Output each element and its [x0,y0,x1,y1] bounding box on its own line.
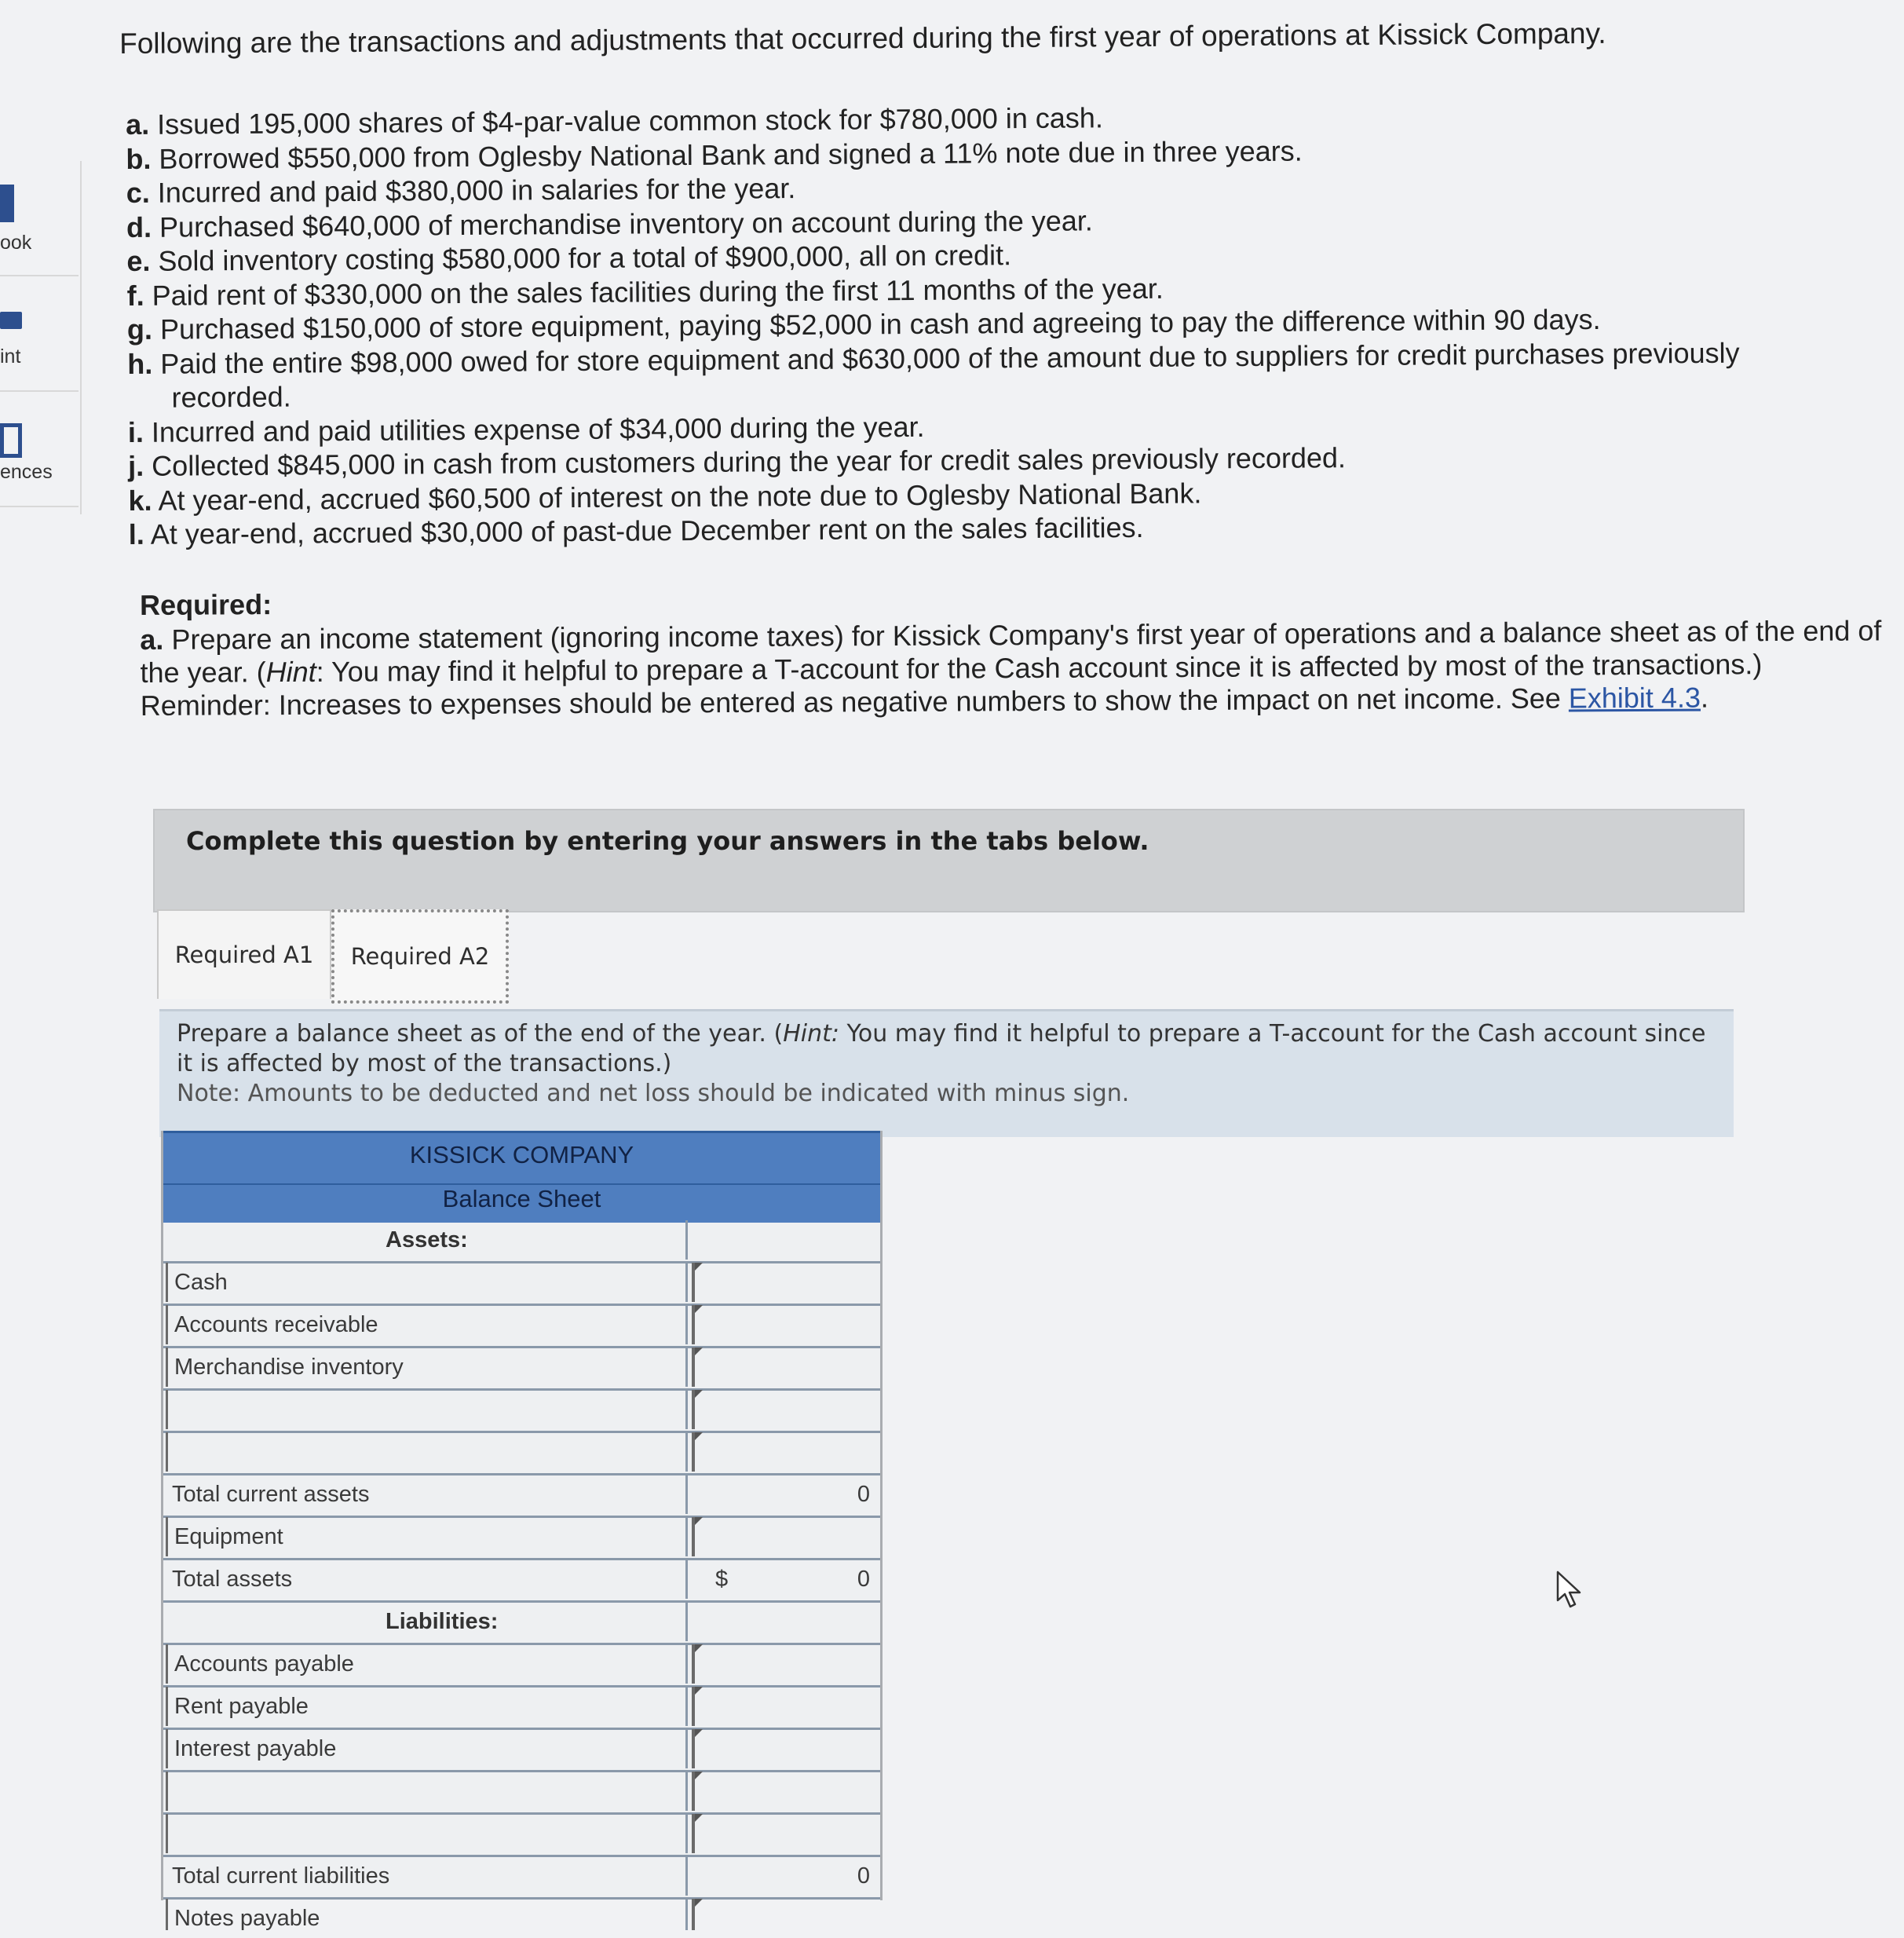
table-row [163,1390,880,1433]
tab-instruction: Prepare a balance sheet as of the end of the year. (Hint: You may find it helpful to prepare a T-account for the Cash account since it is affected by most of the transactions.) Note: Amounts to be deducted and net loss should be indicated with minus sign. [159,1009,1734,1137]
empty-liability-input-1[interactable] [692,1772,876,1811]
interest-payable-label[interactable]: Interest payable [166,1729,688,1768]
table-row [163,1475,880,1518]
total-current-assets-label: Total current assets [166,1475,688,1514]
accounts-payable-label[interactable]: Accounts payable [166,1644,688,1684]
cash-label[interactable]: Cash [166,1263,688,1302]
list-item: b. Borrowed $550,000 from Oglesby National Bank and signed a 11% note due in three years. [126,134,1303,175]
total-assets-value: $ 0 [692,1560,876,1599]
required-heading: Required: [140,588,272,621]
list-item: k. At year-end, accrued $60,500 of interest on the note due to Oglesby National Bank. [128,476,1202,517]
list-item: j. Collected $845,000 in cash from customers during the year for credit sales previously recorded. [128,441,1347,482]
equipment-amount-input[interactable] [692,1517,876,1556]
balance-sheet-header [163,1131,880,1223]
list-item: f. Paid rent of $330,000 on the sales facilities during the first 11 months of the year. [126,272,1164,312]
list-item: h. Paid the entire $98,000 owed for store equipment and $630,000 of the amount due to suppliers for credit purchases previously recorded. [127,336,1740,414]
table-row [163,1644,880,1688]
merchandise-inventory-amount-input[interactable] [692,1347,876,1387]
table-row [163,1432,880,1475]
balance-sheet-table [161,1131,883,1931]
tab-required-a2[interactable]: Required A2 [331,909,509,1004]
empty-amount-input-2[interactable] [692,1432,876,1472]
list-item: i. Incurred and paid utilities expense of $34,000 during the year. [127,410,925,448]
sidebar-item-ebook[interactable] [0,161,79,276]
liabilities-header: Liabilities: [166,1602,688,1641]
list-item: l. At year-end, accrued $30,000 of past-due December rent on the sales facilities. [128,510,1144,550]
company-name: KISSICK COMPANY [409,1141,634,1168]
table-row [163,1814,880,1857]
table-row [163,1729,880,1772]
table-cell [692,1602,876,1641]
table-cell [692,1220,876,1260]
rent-payable-label[interactable]: Rent payable [166,1687,688,1726]
accounts-payable-amount-input[interactable] [692,1644,876,1684]
table-row [163,1517,880,1560]
currency-symbol: $ [715,1567,729,1592]
list-item: e. Sold inventory costing $580,000 for a total of $900,000, all on credit. [126,239,1012,277]
empty-liability-label-2[interactable] [166,1814,688,1853]
sidebar-item-references[interactable] [0,392,79,507]
sidebar-item-label: int [0,346,21,367]
table-row [163,1220,880,1263]
table-row [163,1560,880,1603]
table-row [163,1899,880,1930]
total-current-assets-value: 0 [857,1482,870,1507]
table-row [163,1772,880,1815]
total-assets-label: Total assets [166,1560,688,1599]
assets-header: Assets: [166,1220,688,1260]
empty-account-label-2[interactable] [166,1432,688,1472]
table-row [163,1687,880,1730]
sidebar-item-label: ences [0,461,53,483]
table-row [163,1347,880,1391]
list-item: g. Purchased $150,000 of store equipment, paying $52,000 in cash and agreeing to pay the difference within 90 days. [126,302,1601,346]
cash-amount-input[interactable] [692,1263,876,1302]
list-item: d. Purchased $640,000 of merchandise inventory on account during the year. [126,203,1093,243]
sidebar-item-print[interactable] [0,276,79,392]
instructions-banner: Complete this question by entering your answers in the tabs below. [153,809,1745,912]
notes-payable-label[interactable]: Notes payable [166,1899,688,1930]
references-icon [0,423,22,458]
notes-payable-amount-input[interactable] [692,1899,876,1930]
sidebar-item-label: ook [0,232,32,254]
table-row [163,1602,880,1645]
interest-payable-amount-input[interactable] [692,1729,876,1768]
table-row [163,1263,880,1306]
instruction-note: Note: Amounts to be deducted and net loss should be indicated with minus sign. [177,1080,1130,1107]
accounts-receivable-label[interactable]: Accounts receivable [166,1305,688,1344]
question-intro: Following are the transactions and adjustments that occurred during the first year of operations at Kissick Company. [119,16,1606,60]
statement-title: Balance Sheet [163,1183,880,1213]
print-icon [0,312,22,329]
rent-payable-amount-input[interactable] [692,1687,876,1726]
exhibit-link[interactable]: Exhibit 4.3 [1568,681,1701,715]
table-row [163,1305,880,1348]
empty-amount-input-1[interactable] [692,1390,876,1429]
total-current-liabilities-label: Total current liabilities [166,1856,688,1896]
transactions-list [126,95,1903,551]
empty-account-label-1[interactable] [166,1390,688,1429]
required-section [140,580,1899,722]
equipment-label[interactable]: Equipment [166,1517,688,1556]
empty-liability-input-2[interactable] [692,1814,876,1853]
list-item: c. Incurred and paid $380,000 in salaries for the year. [126,172,796,209]
mouse-cursor-icon [1555,1571,1586,1610]
required-text: a. Prepare an income statement (ignoring income taxes) for Kissick Company's first year of operations and a balance sheet as of the end of the year. (Hint: You may find it helpful to prepare a T-account for the Cash account since it is affected by most of the transactions.) Reminder: Increases to expenses should be entered as negative numbers to show the impact on net income. See Exhibit 4.3. [140,614,1882,722]
sidebar [0,161,82,514]
total-current-liabilities-value: 0 [857,1863,870,1889]
empty-liability-label-1[interactable] [166,1772,688,1811]
tab-required-a1[interactable]: Required A1 [157,909,331,999]
merchandise-inventory-label[interactable]: Merchandise inventory [166,1347,688,1387]
book-icon [0,185,14,222]
table-row [163,1856,880,1900]
list-item: a. Issued 195,000 shares of $4-par-value common stock for $780,000 in cash. [126,101,1104,141]
accounts-receivable-amount-input[interactable] [692,1305,876,1344]
